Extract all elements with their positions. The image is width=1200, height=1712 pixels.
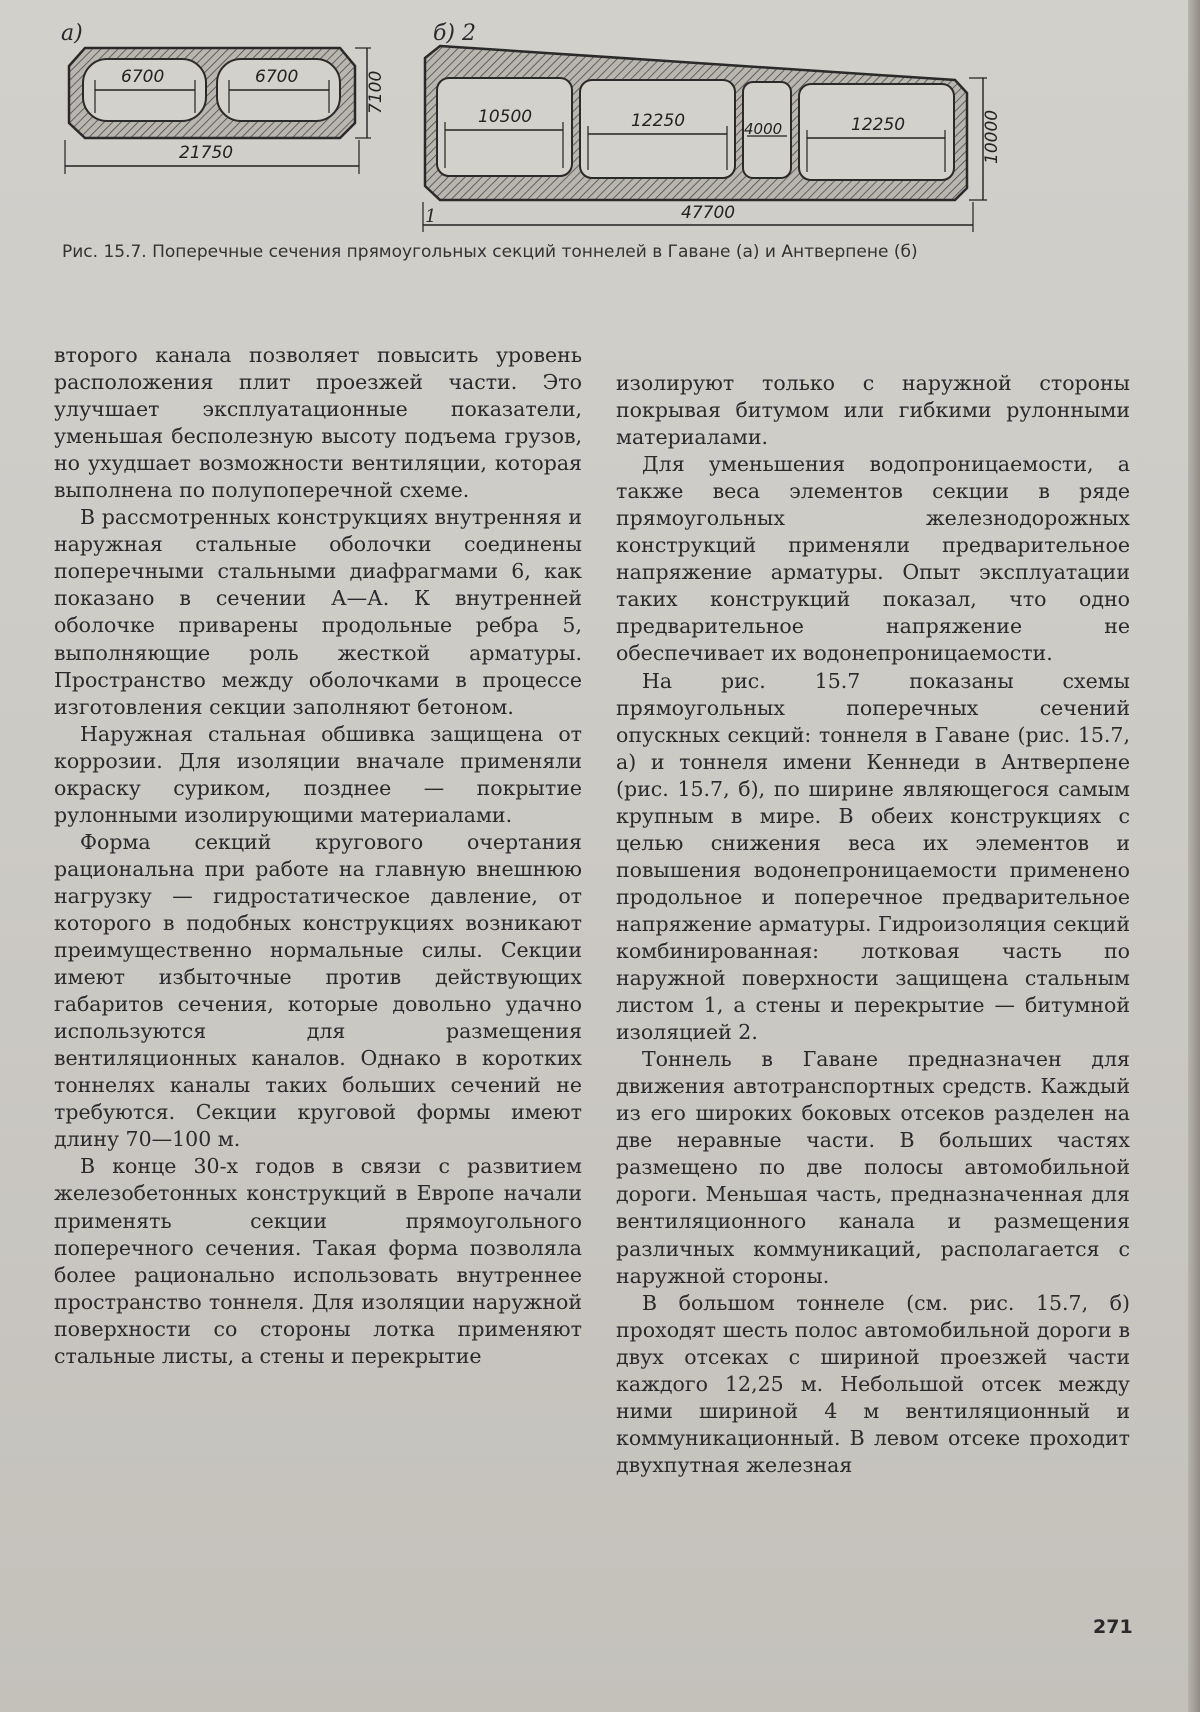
- dim-b-1: 10500: [478, 107, 533, 127]
- left-column: [54, 342, 582, 1370]
- dim-b-height: 10000: [982, 109, 1002, 164]
- paragraph: второго канала позволяет повысить уровень расположения плит проезжей части. Это улучшает эксплуатационные показатели, уменьшая бесполезную высоту подъема грузов, но ухудшает возможности вентиляции, которая выполнена по полупоперечной схеме.: [54, 343, 582, 503]
- figure-caption: Рис. 15.7. Поперечные сечения прямоугольных секций тоннелей в Гаване (а) и Антверпене (б): [62, 242, 918, 262]
- paragraph: изолируют только с наружной стороны покрывая битумом или гибкими рулонными материалами.: [616, 371, 1130, 450]
- dim-b-4: 12250: [851, 115, 906, 135]
- page-number: 271: [1093, 1616, 1133, 1638]
- paragraph: Для уменьшения водопроницаемости, а также веса элементов секции в ряде прямоугольных железнодорожных конструкций применяли предварительное напряжение арматуры. Опыт эксплуатации таких конструкций показал, что одно предварительное напряжение не обеспечивает их водонепроницаемости.: [616, 452, 1130, 666]
- figure-label-a: а): [61, 21, 83, 46]
- dim-a-height: 7100: [366, 70, 386, 114]
- paragraph: Тоннель в Гаване предназначен для движения автотранспортных средств. Каждый из его широких боковых отсеков разделен на две неравные части. В больших частях размещено по две полосы автомобильной дороги. Меньшая часть, предназначенная для вентиляционного канала и размещения различных коммуникаций, располагается с наружной стороны.: [616, 1047, 1130, 1288]
- right-column: [616, 370, 1130, 1479]
- paragraph: Форма секций кругового очертания рациональна при работе на главную внешнюю нагрузку — гидростатическое давление, от которого в подобных конструкциях возникают преимущественно нормальные силы. Секции имеют избыточные против действующих габаритов сечения, которые довольно удачно используются для размещения вентиляционных каналов. Однако в коротких тоннелях каналы таких больших сечений не требуются. Секции круговой формы имеют длину 70—100 м.: [54, 829, 582, 1152]
- marker-1: 1: [425, 206, 437, 227]
- paragraph: В большом тоннеле (см. рис. 15.7, б) проходят шесть полос автомобильной дороги в двух отсеках с шириной проезжей части каждого 12,25 м. Небольшой отсек между ними шириной 4 м вентиляционный и коммуникационный. В левом отсеке проходит двухпутная железная: [616, 1290, 1130, 1477]
- cross-section-drawing: [55, 18, 1115, 248]
- dim-b-total: 47700: [681, 203, 736, 223]
- dim-a-left: 6700: [121, 67, 165, 87]
- figure-15-7: [55, 18, 1115, 248]
- dim-a-total: 21750: [179, 143, 234, 163]
- paragraph: Наружная стальная обшивка защищена от коррозии. Для изоляции вначале применяли окраску суриком, позднее — покрытие рулонными изолирующими материалами.: [54, 721, 582, 827]
- dim-b-3: 4000: [744, 120, 783, 138]
- dim-b-2: 12250: [631, 111, 686, 131]
- figure-label-b: б) 2: [433, 21, 477, 46]
- paragraph: В конце 30-х годов в связи с развитием железобетонных конструкций в Европе начали применять секции прямоугольного поперечного сечения. Такая форма позволяла более рационально использовать внутреннее пространство тоннеля. Для изоляции наружной поверхности со стороны лотка применяют стальные листы, а стены и перекрытие: [54, 1154, 582, 1368]
- paragraph: В рассмотренных конструкциях внутренняя и наружная стальные оболочки соединены поперечными стальными диафрагмами 6, как показано в сечении А—А. К внутренней оболочке приварены продольные ребра 5, выполняющие роль жесткой арматуры. Пространство между оболочками в процессе изготовления секции заполняют бетоном.: [54, 505, 582, 719]
- paragraph: На рис. 15.7 показаны схемы прямоугольных поперечных сечений опускных секций: тоннеля в Гаване (рис. 15.7, а) и тоннеля имени Кеннеди в Антверпене (рис. 15.7, б), по ширине являющегося самым крупным в мире. В обеих конструкциях с целью снижения веса их элементов и повышения водонепроницаемости применено продольное и поперечное предварительное напряжение арматуры. Гидроизоляция секций комбинированная: лотковая часть по наружной поверхности защищена стальным листом 1, а стены и перекрытие — битумной изоляцией 2.: [616, 668, 1130, 1045]
- dim-a-right: 6700: [255, 67, 299, 87]
- page-edge: [1188, 0, 1200, 1712]
